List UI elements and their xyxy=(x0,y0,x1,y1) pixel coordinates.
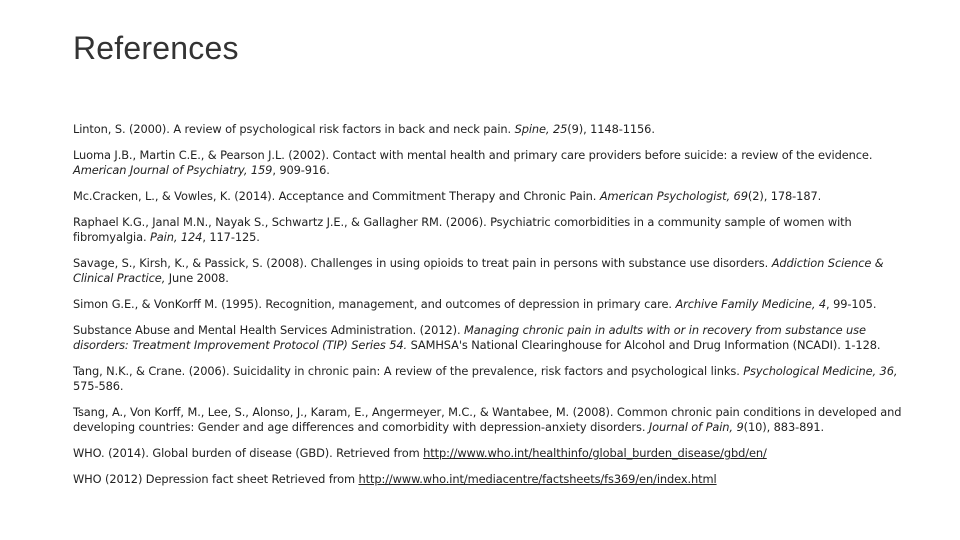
reference-tail: June 2008. xyxy=(165,271,229,285)
reference-list xyxy=(73,122,903,498)
reference-source: American Journal of Psychiatry, 159 xyxy=(73,163,273,177)
reference-item-who-2014 xyxy=(73,446,903,461)
reference-source: Managing chronic pain in adults with or in recovery from substance use disorders: Treatment Improvement Protocol (TIP) Series 54. xyxy=(73,323,866,352)
reference-text: Savage, S., Kirsh, K., & Passick, S. (2008). Challenges in using opioids to treat pain in persons with substance use disorders. xyxy=(73,256,769,270)
reference-source: American Psychologist, 69 xyxy=(599,189,748,203)
reference-text: Substance Abuse and Mental Health Services Administration. (2012). xyxy=(73,323,461,337)
reference-text: WHO. (2014). Global burden of disease (GBD). Retrieved from xyxy=(73,446,424,460)
reference-text: WHO (2012) Depression fact sheet Retrieved from xyxy=(73,472,359,486)
reference-tail: , 117-125. xyxy=(202,230,260,244)
reference-text: Mc.Cracken, L., & Vowles, K. (2014). Acceptance and Commitment Therapy and Chronic Pain. xyxy=(73,189,597,203)
reference-source: Addiction Science & Clinical Practice, xyxy=(73,256,884,285)
reference-item-simon xyxy=(73,297,903,312)
reference-tail: SAMHSA's National Clearinghouse for Alcohol and Drug Information (NCADI). 1-128. xyxy=(407,338,881,352)
reference-item-linton xyxy=(73,122,903,137)
reference-tail: (2), 178-187. xyxy=(747,189,822,203)
reference-item-tang xyxy=(73,364,903,394)
reference-tail: , 99-105. xyxy=(826,297,877,311)
reference-item-tsang xyxy=(73,405,903,435)
slide-title: References xyxy=(73,30,239,66)
reference-source: Psychological Medicine, 36, xyxy=(743,364,898,378)
reference-item-luoma xyxy=(73,148,903,178)
reference-item-savage xyxy=(73,256,903,286)
reference-tail: (9), 1148-1156. xyxy=(567,122,655,136)
who-gbd-link[interactable]: http://www.who.int/healthinfo/global_burden_disease/gbd/en/ xyxy=(423,446,767,460)
reference-source: Archive Family Medicine, 4 xyxy=(675,297,827,311)
reference-item-mccracken xyxy=(73,189,903,204)
reference-text: Luoma J.B., Martin C.E., & Pearson J.L. (2002). Contact with mental health and primary care providers before suicide: a review of the evidence. xyxy=(73,148,873,162)
reference-text: Tsang, A., Von Korff, M., Lee, S., Alonso, J., Karam, E., Angermeyer, M.C., & Wantabee, M. (2008). Common chronic pain conditions in developed and developing countries: Gender and age differences and comorbidity with depression-anxiety disorders. xyxy=(73,405,902,434)
reference-item-samhsa xyxy=(73,323,903,353)
who-depression-link[interactable]: http://www.who.int/mediacentre/factsheets/fs369/en/index.html xyxy=(358,472,717,486)
reference-tail: (10), 883-891. xyxy=(743,420,825,434)
reference-source: Spine, 25 xyxy=(514,122,568,136)
reference-item-raphael xyxy=(73,215,903,245)
reference-source: Pain, 124 xyxy=(150,230,203,244)
reference-text: Linton, S. (2000). A review of psychological risk factors in back and neck pain. xyxy=(73,122,512,136)
reference-text: Tang, N.K., & Crane. (2006). Suicidality in chronic pain: A review of the prevalence, risk factors and psychological links. xyxy=(73,364,740,378)
reference-tail: 575-586. xyxy=(73,379,124,393)
reference-tail: , 909-916. xyxy=(272,163,330,177)
reference-text: Raphael K.G., Janal M.N., Nayak S., Schwartz J.E., & Gallagher RM. (2006). Psychiatric comorbidities in a community sample of women with fibromyalgia. xyxy=(73,215,852,244)
reference-item-who-2012 xyxy=(73,472,903,487)
reference-text: Simon G.E., & VonKorff M. (1995). Recognition, management, and outcomes of depression in primary care. xyxy=(73,297,672,311)
reference-source: Journal of Pain, 9 xyxy=(648,420,744,434)
